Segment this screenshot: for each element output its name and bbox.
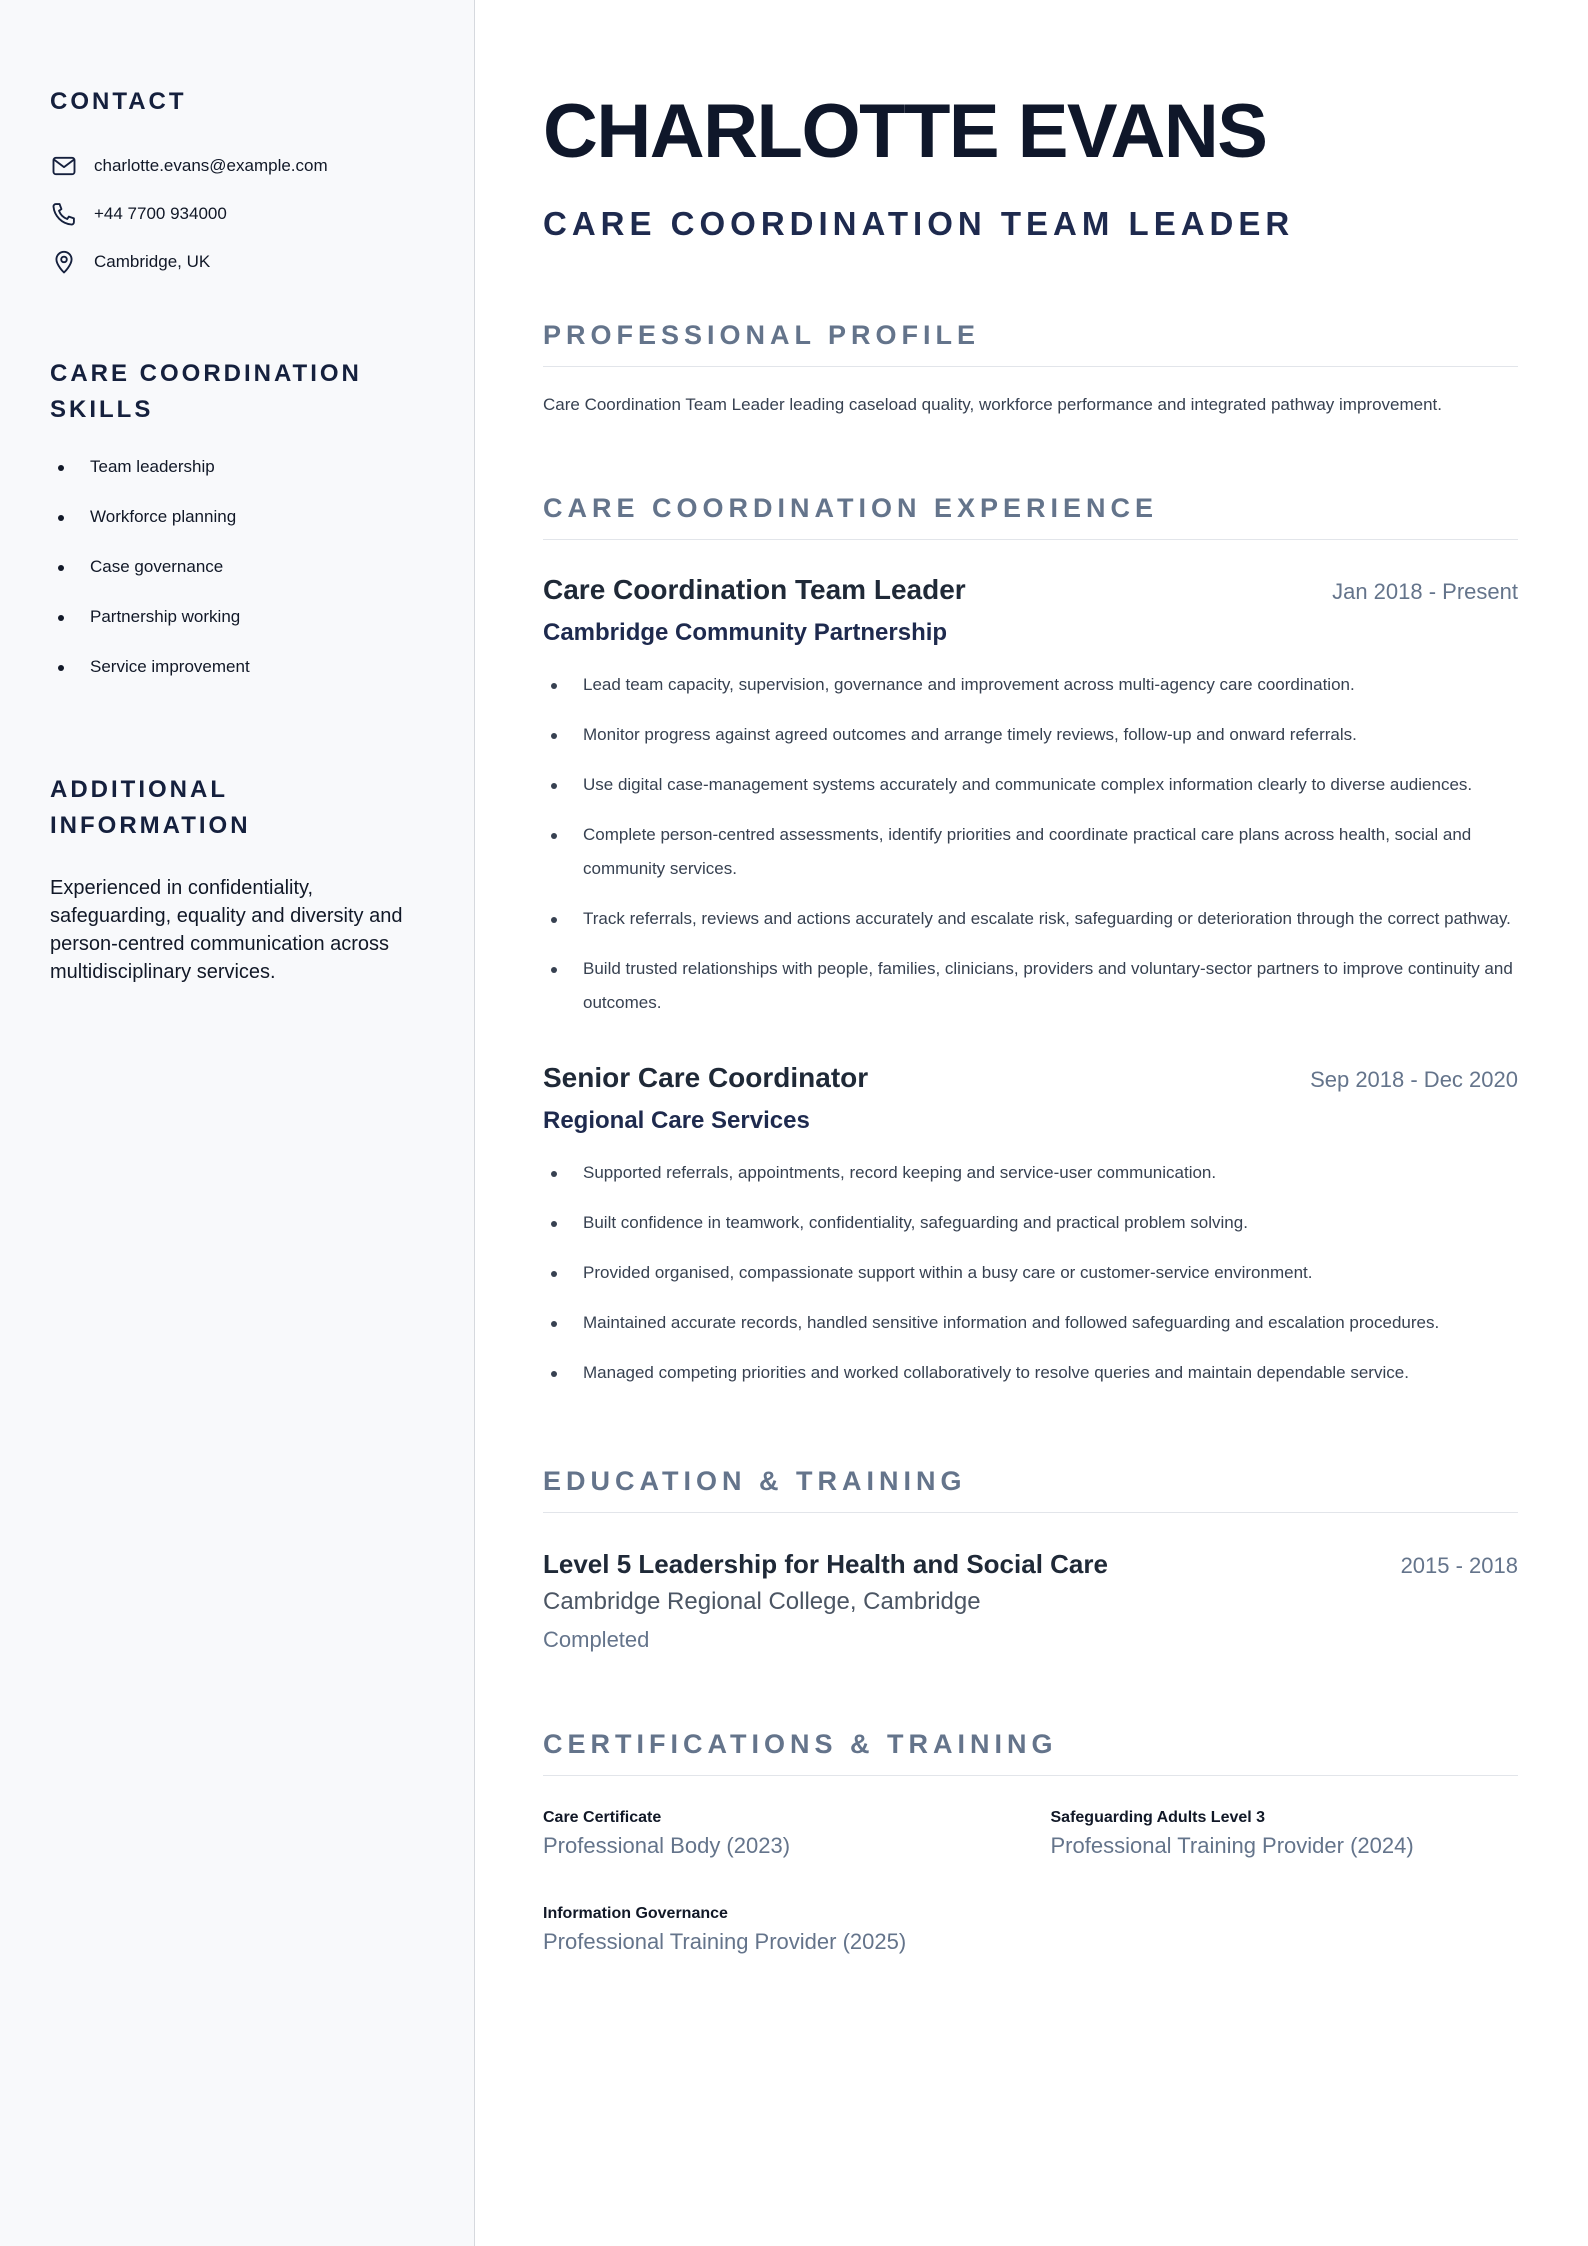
certification-name: Safeguarding Adults Level 3 [1050,1809,1266,1826]
certifications-section [543,1727,1518,1956]
contact-phone [50,190,424,238]
job-header [543,1060,1518,1096]
main-content [475,0,1588,2246]
job-bullet: Managed competing priorities and worked collaboratively to resolve queries and maintain dependable service. [543,1356,1518,1390]
contact-list [50,142,424,286]
resume-header [543,82,1518,244]
profile-section [543,318,1518,417]
job-bullets [543,668,1518,1020]
job-bullet: Complete person-centred assessments, identify priorities and coordinate practical care plans across health, social and community services. [543,818,1518,886]
job-bullet: Build trusted relationships with people, families, clinicians, providers and voluntary-sector partners to improve continuity and outcomes. [543,952,1518,1020]
education-school: Cambridge Regional College, Cambridge [543,1588,981,1615]
job-bullet: Monitor progress against agreed outcomes and arrange timely reviews, follow-up and onward referrals. [543,718,1518,752]
job-entry [543,1060,1518,1390]
sidebar [0,0,475,2246]
job-dates: Sep 2018 - Dec 2020 [1310,1067,1518,1092]
job-entry [543,572,1518,1020]
job-header [543,572,1518,608]
certification-item [543,1904,1011,1956]
profile-text: Care Coordination Team Leader leading caseload quality, workforce performance and integrated pathway improvement. [543,395,1442,414]
job-bullet: Built confidence in teamwork, confidentiality, safeguarding and practical problem solving. [543,1206,1518,1240]
skills-section [50,356,424,706]
education-degree: Level 5 Leadership for Health and Social Care [543,1549,1108,1579]
education-section [543,1464,1518,1657]
education-status: Completed [543,1627,650,1652]
education-header [543,1547,1518,1581]
certification-name: Care Certificate [543,1809,662,1826]
additional-text: Experienced in confidentiality, safeguarding, equality and diversity and person-centred communication across multidisciplinary services. [50,877,403,983]
job-dates: Jan 2018 - Present [1332,579,1518,604]
mail-icon [50,152,78,180]
contact-email [50,142,424,190]
contact-phone-text[interactable]: +44 7700 934000 [94,204,227,223]
job-title: Senior Care Coordinator [543,1062,869,1093]
skill-item: Partnership working [50,606,424,656]
phone-icon [50,200,78,228]
certification-item [543,1808,1011,1860]
certifications-grid [543,1808,1518,1956]
job-organisation: Regional Care Services [543,1107,810,1134]
certification-issuer: Professional Training Provider (2025) [543,1929,907,1954]
job-bullet: Supported referrals, appointments, record keeping and service-user communication. [543,1156,1518,1190]
certification-item [1051,1808,1519,1860]
education-entry [543,1547,1518,1657]
skills-heading: CARE COORDINATION SKILLS [50,360,362,423]
job-bullet: Lead team capacity, supervision, governance and improvement across multi-agency care coordination. [543,668,1518,702]
job-bullet: Maintained accurate records, handled sensitive information and followed safeguarding and escalation procedures. [543,1306,1518,1340]
skill-item: Service improvement [50,656,424,706]
certifications-heading: CERTIFICATIONS & TRAINING [543,1727,1518,1776]
certification-issuer: Professional Body (2023) [543,1833,791,1858]
skill-item: Team leadership [50,456,424,506]
contact-section [50,84,424,286]
contact-heading: CONTACT [50,88,187,115]
education-heading: EDUCATION & TRAINING [543,1464,1518,1513]
job-title: Care Coordination Team Leader [543,574,966,605]
location-pin-icon [50,248,78,276]
candidate-headline: CARE COORDINATION TEAM LEADER [543,205,1295,242]
education-dates: 2015 - 2018 [1400,1553,1518,1578]
additional-heading: ADDITIONAL INFORMATION [50,776,251,839]
job-organisation: Cambridge Community Partnership [543,619,948,646]
experience-section [543,491,1518,1390]
contact-location-text: Cambridge, UK [94,252,211,271]
skill-item: Case governance [50,556,424,606]
job-bullet: Provided organised, compassionate support within a busy care or customer-service environment. [543,1256,1518,1290]
skills-list [50,456,424,706]
contact-email-text[interactable]: charlotte.evans@example.com [94,156,328,175]
job-bullet: Track referrals, reviews and actions accurately and escalate risk, safeguarding or deterioration through the correct pathway. [543,902,1518,936]
candidate-name: CHARLOTTE EVANS [543,89,1267,174]
skill-item: Workforce planning [50,506,424,556]
certification-name: Information Governance [543,1905,728,1922]
certification-issuer: Professional Training Provider (2024) [1050,1833,1414,1858]
experience-heading: CARE COORDINATION EXPERIENCE [543,491,1518,540]
profile-heading: PROFESSIONAL PROFILE [543,318,1518,367]
additional-section [50,772,424,986]
contact-location [50,238,424,286]
job-bullets [543,1156,1518,1390]
job-bullet: Use digital case-management systems accurately and communicate complex information clearly to diverse audiences. [543,768,1518,802]
